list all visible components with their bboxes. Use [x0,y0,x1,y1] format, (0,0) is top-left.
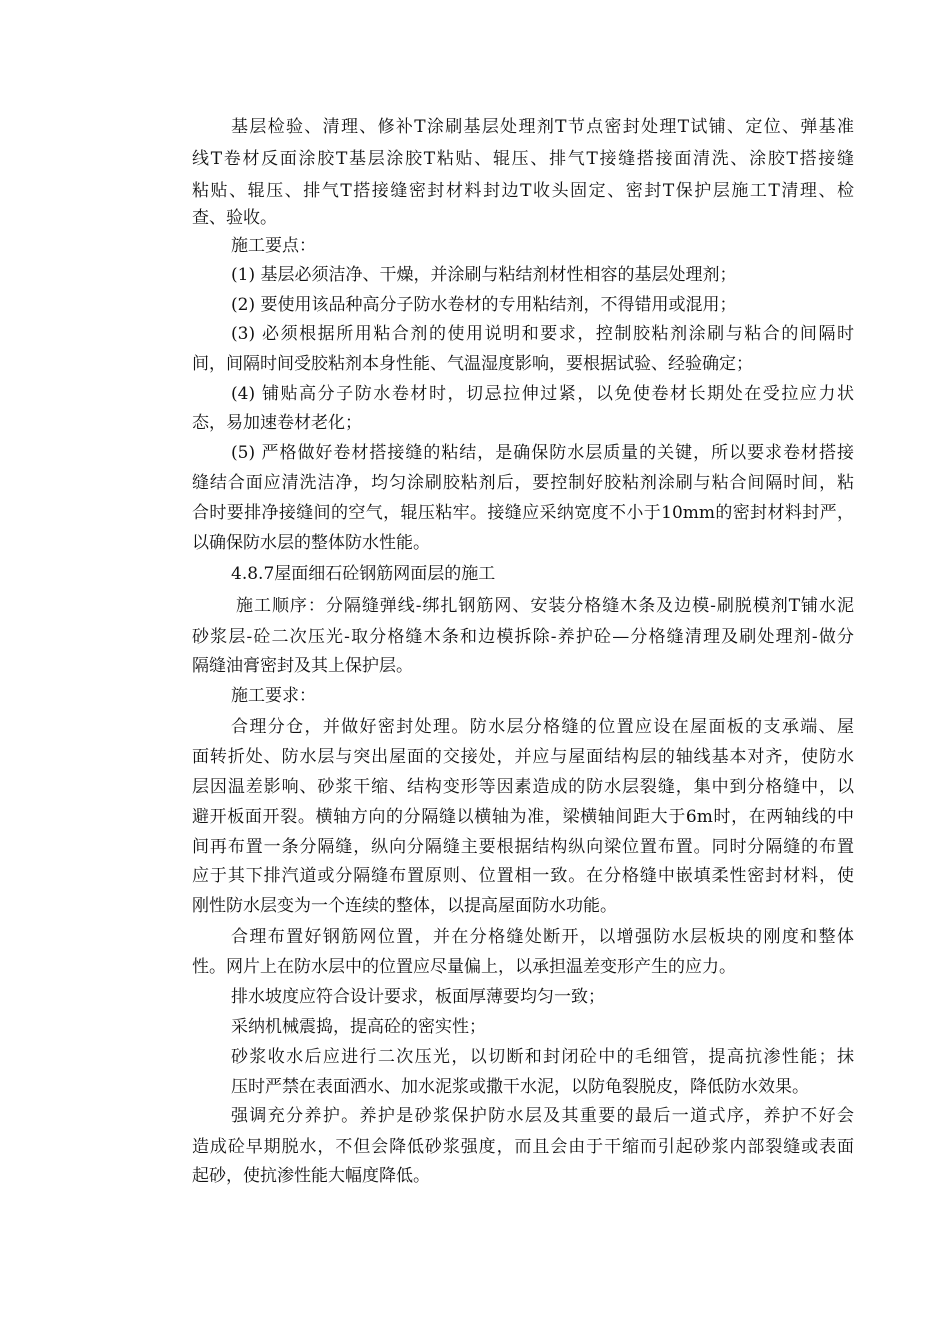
text-line: 间再布置一条分隔缝，纵向分隔缝主要根据结构纵向梁位置布置。同时分隔缝的布置 [192,837,854,857]
text-line: 施工顺序：分隔缝弹线-绑扎钢筋网、安装分格缝木条及边模-刷脱模剂T铺水泥 [236,596,854,616]
text-line: 刚性防水层变为一个连续的整体，以提高屋面防水功能。 [192,896,617,916]
text-line: 性。网片上在防水层中的位置应尽量偏上，以承担温差变形产生的应力。 [192,957,736,977]
section-label: 施工要求： [231,686,316,706]
text-line: 强调充分养护。养护是砂浆保护防水层及其重要的最后一道式序，养护不好会 [231,1106,854,1126]
text-line: 隔缝油膏密封及其上保护层。 [192,656,413,676]
text-line: 合理分仓，并做好密封处理。防水层分格缝的位置应设在屋面板的支承端、屋 [231,717,854,737]
section-heading: 4.8.7屋面细石砼钢筋网面层的施工 [231,564,496,584]
text-line: 缝结合面应清洗洁净，均匀涂刷胶粘剂后，要控制好胶粘剂涂刷与粘合间隔时间，粘 [192,473,854,493]
list-item: (2) 要使用该品种高分子防水卷材的专用粘结剂，不得错用或混用； [231,295,737,315]
text-line: 造成砼早期脱水，不但会降低砂浆强度，而且会由于干缩而引起砂浆内部裂缝或表面 [192,1137,854,1157]
list-item: (5) 严格做好卷材搭接缝的粘结，是确保防水层质量的关键，所以要求卷材搭接 [231,443,854,463]
text-line: 砂浆层-砼二次压光-取分格缝木条和边模拆除-养护砼—分格缝清理及刷处理剂-做分 [192,627,854,647]
list-item: (3) 必须根据所用粘合剂的使用说明和要求，控制胶粘剂涂刷与粘合的间隔时 [231,324,854,344]
text-line: 查、验收。 [192,208,277,228]
text-line: 层因温差影响、砂浆干缩、结构变形等因素造成的防水层裂缝，集中到分格缝中，以 [192,777,854,797]
list-item: (1) 基层必须洁净、干燥，并涂刷与粘结剂材性相容的基层处理剂； [231,265,737,285]
text-line: 以确保防水层的整体防水性能。 [192,533,430,553]
text-line: 排水坡度应符合设计要求，板面厚薄要均匀一致； [231,987,605,1007]
text-line: 避开板面开裂。横轴方向的分隔缝以横轴为准，梁横轴间距大于6m时，在两轴线的中 [192,807,854,827]
text-line: 起砂，使抗渗性能大幅度降低。 [192,1166,430,1186]
text-line: 粘贴、辊压、排气T搭接缝密封材料封边T收头固定、密封T保护层施工T清理、检 [192,181,854,201]
text-line: 线T卷材反面涂胶T基层涂胶T粘贴、辊压、排气T接缝搭接面清洗、涂胶T搭接缝 [192,149,854,169]
text-line: 合时要排净接缝间的空气，辊压粘牢。接缝应采纳宽度不小于10mm的密封材料封严， [192,503,854,523]
text-line: 砂浆收水后应进行二次压光，以切断和封闭砼中的毛细管，提高抗渗性能；抹 [231,1047,854,1067]
list-item: (4) 铺贴高分子防水卷材时，切忌拉伸过紧，以免使卷材长期处在受拉应力状 [231,384,854,404]
section-label: 施工要点： [231,236,316,256]
text-line: 合理布置好钢筋网位置，并在分格缝处断开，以增强防水层板块的刚度和整体 [231,927,854,947]
text-line: 态，易加速卷材老化； [192,413,362,433]
text-line: 采纳机械震捣，提高砼的密实性； [231,1017,486,1037]
text-line: 面转折处、防水层与突出屋面的交接处，并应与屋面结构层的轴线基本对齐，使防水 [192,747,854,767]
text-line: 基层检验、清理、修补T涂刷基层处理剂T节点密封处理T试铺、定位、弹基准 [231,117,854,137]
text-line: 间，间隔时间受胶粘剂本身性能、气温湿度影响，要根据试验、经验确定； [192,354,753,374]
text-line: 应于其下排汽道或分隔缝布置原则、位置相一致。在分格缝中嵌填柔性密封材料，使 [192,866,854,886]
text-line: 压时严禁在表面洒水、加水泥浆或撒干水泥，以防龟裂脱皮，降低防水效果。 [231,1077,809,1097]
